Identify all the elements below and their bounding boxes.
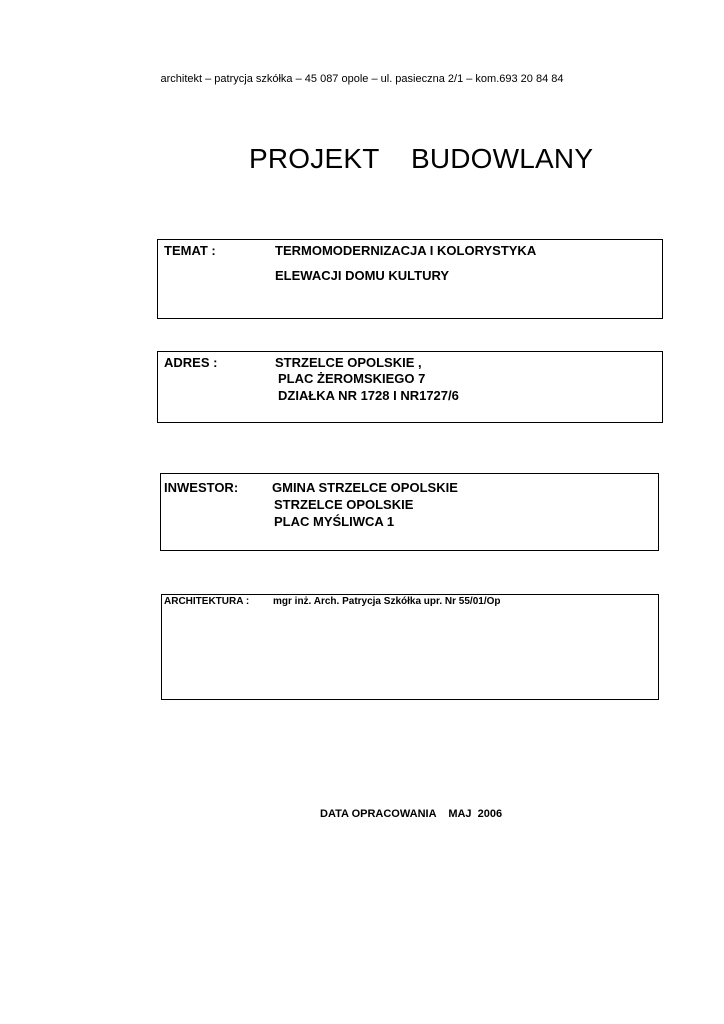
investor-line-1: GMINA STRZELCE OPOLSKIE — [272, 480, 458, 495]
investor-label: INWESTOR: — [164, 480, 239, 495]
preparation-date: DATA OPRACOWANIA MAJ 2006 — [320, 808, 503, 820]
topic-box — [157, 239, 663, 319]
investor-line-3: PLAC MYŚLIWCA 1 — [274, 514, 395, 529]
topic-label: TEMAT : — [164, 243, 216, 258]
address-line-1: STRZELCE OPOLSKIE , — [275, 355, 422, 370]
architect-contact-line: architekt – patrycja szkółka – 45 087 opole – ul. pasieczna 2/1 – kom.693 20 84 84 — [160, 73, 564, 85]
architecture-box — [161, 594, 659, 700]
address-line-3: DZIAŁKA NR 1728 I NR1727/6 — [278, 388, 459, 403]
architecture-value: mgr inż. Arch. Patrycja Szkółka upr. Nr 55/01/Op — [273, 596, 501, 607]
document-title: PROJEKT BUDOWLANY — [249, 143, 594, 174]
investor-box — [160, 473, 659, 551]
investor-line-2: STRZELCE OPOLSKIE — [274, 497, 414, 512]
topic-line-2: ELEWACJI DOMU KULTURY — [275, 268, 450, 283]
topic-line-1: TERMOMODERNIZACJA I KOLORYSTYKA — [275, 243, 537, 258]
address-label: ADRES : — [164, 355, 218, 370]
address-box — [157, 351, 663, 423]
architecture-label: ARCHITEKTURA : — [164, 596, 250, 607]
address-line-2: PLAC ŻEROMSKIEGO 7 — [278, 371, 426, 386]
